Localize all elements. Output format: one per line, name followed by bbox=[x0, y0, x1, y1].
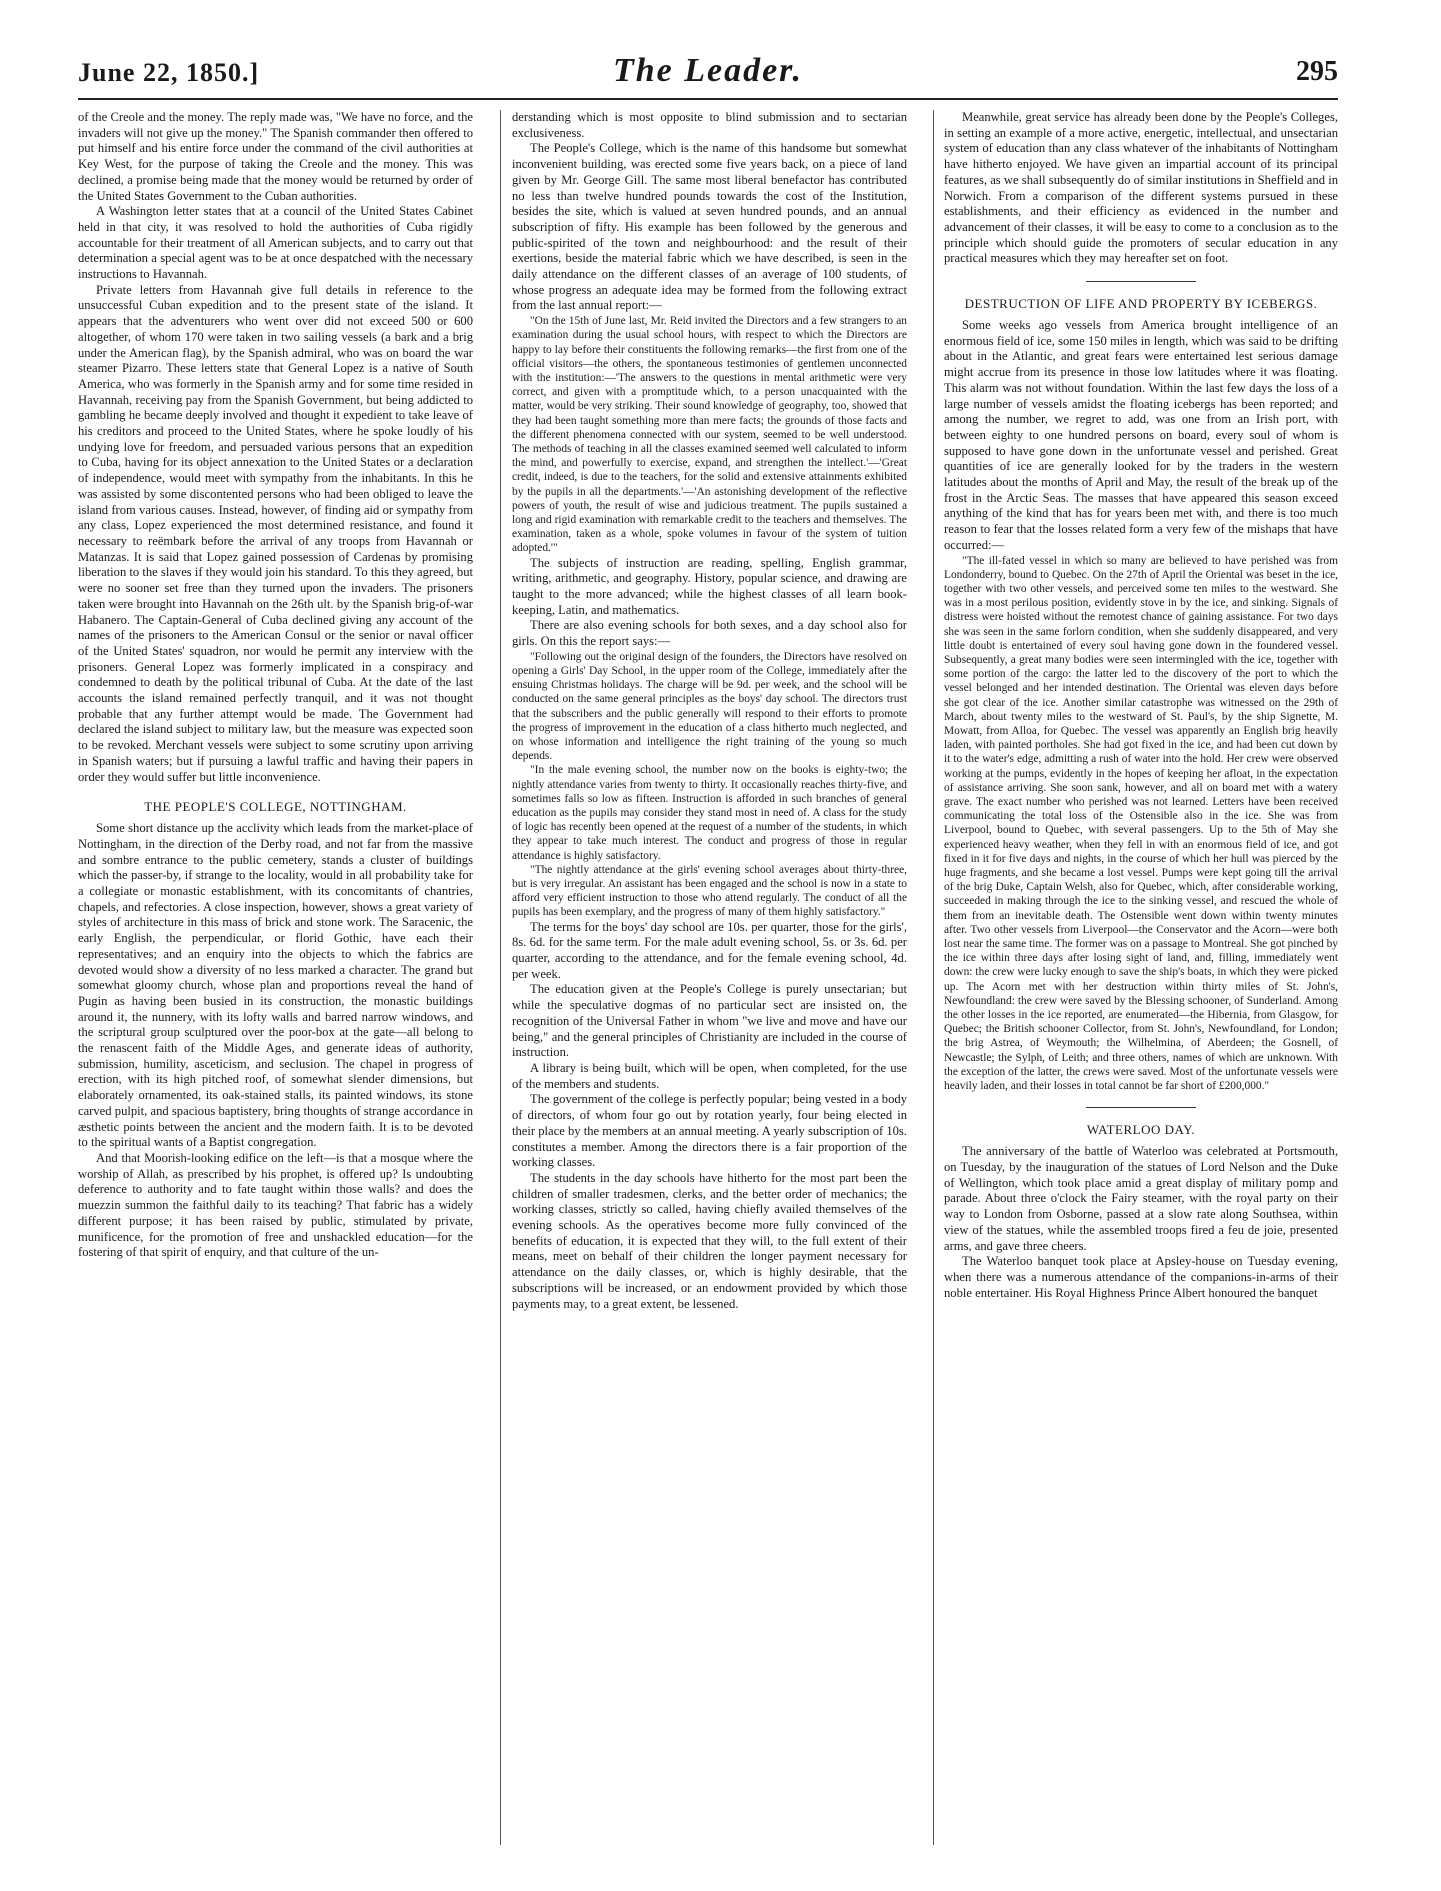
page-number: 295 bbox=[1296, 56, 1338, 87]
article-heading: WATERLOO DAY. bbox=[1086, 1122, 1196, 1138]
paragraph: The education given at the People's College is purely unsectarian; but while the speculative dogmas of no particular sect are insisted on, the recognition of the Universal Father in whom "we live and move and have our being," and the general principles of Christianity are included in the course of instruction. bbox=[512, 982, 907, 1060]
paragraph: Meanwhile, great service has already been done by the People's Colleges, in setting an example of a more active, energetic, intellectual, and unsectarian system of education than any class whatever of the inhabitants of Nottingham have hitherto enjoyed. We have given an impartial account of its principal features, as we shall subsequently do of similar institutions in Sheffield and in Norwich. From a comparison of the different systems pursued in these establishments, and their efficiency as evidenced in the number and advancement of their classes, it will be easy to come to a conclusion as to the principle which should guide the promoters of secular education in any practical measures which they may hereafter set on foot. bbox=[944, 110, 1338, 266]
column-divider bbox=[933, 110, 934, 1845]
section-rule bbox=[1086, 281, 1196, 282]
quoted-paragraph: "In the male evening school, the number now on the books is eighty-two; the nightly attendance varies from twenty to thirty. It occasionally reaches thirty-five, and sometimes falls so low as fifteen. Instruction is afforded in such branches of general education as the pupils may consider they stand most in need of. A class for the study of logic has recently been opened at the request of a number of the students, in which they appear to take much interest. The conduct and progress of those in regular attendance is highly satisfactory. bbox=[512, 764, 907, 862]
paragraph: Some short distance up the acclivity which leads from the market-place of Nottingham, in the direction of the Derby road, and not far from the massive and sombre entrance to the public cemetery, stands a cluster of buildings which the passer-by, if strange to the locality, would in all probability take for a collegiate or monastic establishment, with its concomitants of chantries, chapels, and refectories. A close inspection, however, shows a great variety of styles of architecture in this mass of brick and stone work. The Saracenic, the early English, the perpendicular, or florid Gothic, have each their representatives; and an enquiry into the objects to which the fabrics are devoted would show a diversity of no less marked a character. The grand but somewhat gloomy church, whose plan and proportions reveal the hand of Pugin as having been busied in its construction, the monastic buildings around it, the nunnery, with its lofty walls and barred narrow windows, and the scriptural group sculptured over the poor-box at the gate—all belong to the renascent faith of the Middle Ages, and generate ideas of authority, submission, humility, asceticism, and seclusion. The chapel in progress of erection, with its high pitched roof, of somewhat slender dimensions, but elaborately ornamented, its oak-stained stalls, its painted windows, its stone carved pulpit, and spacious baptistery, bring thoughts of strange accordance in æsthetic points between the ancient and the modern faith. It is to be devoted to the spiritual wants of a Baptist congregation. bbox=[78, 821, 473, 1150]
newspaper-title: The Leader. bbox=[612, 52, 804, 89]
paragraph: And that Moorish-looking edifice on the left—is that a mosque where the worship of Allah, as prescribed by his prophet, is offered up? Is undoubting deference to authority and to fate taught within those walls? and does the muezzin summon the faithful daily to its teaching? That fabric has a widely different purpose; it has been raised by public, stimulated by private, munificence, for the promotion of free and unshackled education—for the fostering of that spirit of enquiry, and that culture of the un- bbox=[78, 1151, 473, 1260]
quoted-paragraph: "On the 15th of June last, Mr. Reid invited the Directors and a few strangers to an examination during the usual school hours, with respect to which the Directors are happy to lay before their constituents the following remarks—the first from one of the official visitors—the others, the spontaneous testimonies of gentlemen unconnected with the institution:—'The answers to the questions in mental arithmetic were very correct, and given with a promptitude which, to a person unacquainted with the matter, would be very striking. Their sound knowledge of geography, too, showed that they had been taught something more than mere facts; the grounds of those facts and the different phenomena connected with our system, seemed to be well understood. The methods of teaching in all the classes examined seemed well calculated to inform the mind, and powerfully to exercise, expand, and strengthen the intellect.'—'Great credit, indeed, is due to the teachers, for the solid and extensive attainments exhibited by the pupils in all the departments.'—'An astonishing development of the reflective powers of youth, the result of wise and judicious treatment. The pupils sustained a long and rigid examination with remarkable credit to the teachers and themselves. The examination, taken as a whole, spoke volumes in favour of the system of tuition adopted.'" bbox=[512, 315, 907, 555]
column-3 bbox=[944, 110, 1338, 1851]
paragraph: Private letters from Havannah give full details in reference to the unsuccessful Cuban expedition and to the present state of the island. It appears that the adventurers who went over did not exceed 500 or 600 altogether, of whom 170 were taken in two sailing vessels (a bark and a brig under the American flag), by the Spanish admiral, who was on board the war steamer Pizarro. These letters state that General Lopez is a native of South America, who was formerly in the Spanish army and for some time resided in Havannah, receiving pay from the Spanish Government, but being addicted to gambling he became deeply involved and thought it expedient to take leave of his creditors and proceed to the United States, where he spoke loudly of his undying love for freedom, and persuaded various persons that an expedition to Cuba, having for its object annexation to the United States or a declaration of independence, would meet with sympathy from the inhabitants. In this he was assisted by some discontented persons who had been obliged to leave the island from various causes. Instead, however, of finding aid or sympathy from any class, Lopez experienced the most determined resistance, and found it necessary to reëmbark before the arrival of any troops from Havannah or Matanzas. It is said that Lopez gained possession of Cardenas by promising liberation to the slaves if they would join his standard. To this they agreed, but were no sooner set free than they turned upon the invaders. The prisoners taken were brought into Havannah on the 26th ult. by the Spanish brig-of-war Habanero. The Captain-General of Cuba declined giving any account of the names of the prisoners to the American Consul or the senior or naval officer of the United States' squadron, nor would he permit any interview with the prisoners. General Lopez was formerly implicated in a conspiracy and condemned to death by the political tribunal of Cuba. At the date of the last accounts the island remained perfectly tranquil, and it was not thought probable that any further attempt would be made. The Government had declared the island subject to military law, but the measure was expected soon to be revoked. Merchant vessels were subject to some scrutiny upon arriving in Spanish waters; but if pursuing a lawful traffic and having their papers in order they would suffer but little inconvenience. bbox=[78, 282, 473, 784]
paragraph: The terms for the boys' day school are 10s. per quarter, those for the girls', 8s. 6d. for the same term. For the male adult evening school, 5s. or 3s. 6d. per quarter, according to the attendance, and for the female evening school, 4d. per week. bbox=[512, 919, 907, 981]
paragraph: Some weeks ago vessels from America brought intelligence of an enormous field of ice, some 150 miles in length, which was said to be drifting about in the Atlantic, and great fears were entertained lest serious damage might accrue from its presence in those low latitudes where it was floating. This alarm was not without foundation. Within the last few days the loss of a large number of vessels amidst the floating icebergs has been reported; and among the number, we regret to add, was one from an Irish port, with between eighty to one hundred persons on board, every soul of whom is supposed to have gone down in the unfortunate vessel and perished. Great quantities of ice are generally looked for by the traders in the western latitudes about the months of April and May, the result of the break up of the frost in the Arctic Seas. The masses that have appeared this season exceed anything of the kind that has for years been met with, and there is too much reason to fear that the losses related form a very few of the mishaps that have occurred:— bbox=[944, 318, 1338, 552]
article-heading: DESTRUCTION OF LIFE AND PROPERTY BY ICEBERGS. bbox=[964, 296, 1318, 312]
paragraph: The students in the day schools have hitherto for the most part been the children of smaller tradesmen, clerks, and the better order of mechanics; the working classes, strictly so called, having chiefly availed themselves of the evening schools. As the operatives become more fully convinced of the benefits of education, it is expected that they will, to the full extent of their means, meet on behalf of their children the longer payment necessary for attendance on the daily classes, or, which is highly desirable, that the subscriptions will be increased, or an endowment provided by which those payments may, to a great extent, be lessened. bbox=[512, 1170, 907, 1311]
paragraph: derstanding which is most opposite to blind submission and to sectarian exclusiveness. bbox=[512, 110, 907, 140]
paragraph: The government of the college is perfectly popular; being vested in a body of directors, of whom four go out by rotation yearly, four being elected in their place by the members at an annual meeting. A yearly subscription of 10s. constitutes a member. Among the directors there is a fair proportion of the working classes. bbox=[512, 1092, 907, 1170]
paragraph: A library is being built, which will be open, when completed, for the use of the members and students. bbox=[512, 1061, 907, 1091]
quoted-paragraph: "The nightly attendance at the girls' evening school averages about thirty-three, but is very irregular. An assistant has been engaged and the school is now in a state to afford very efficient instruction to those who attend regularly. The conduct of all the pupils has been exemplary, and the progress of many of them highly satisfactory." bbox=[512, 863, 907, 919]
column-divider bbox=[500, 110, 501, 1845]
section-rule bbox=[1086, 1107, 1196, 1108]
masthead bbox=[78, 50, 1338, 90]
quoted-paragraph: "Following out the original design of the founders, the Directors have resolved on opening a Girls' Day School, in the upper room of the College, immediately after the ensuing Christmas holidays. The charge will be 9d. per week, and the school will be conducted on the same general principles as the boys' day school. The directors trust that the subscribers and the public generally will respond to their efforts to promote the progress of improvement in the education of a class hitherto much neglected, and on whose information and intelligence the right training of the young so much depends. bbox=[512, 650, 907, 763]
column-1 bbox=[78, 110, 473, 1851]
paragraph: There are also evening schools for both sexes, and a day school also for girls. On this the report says:— bbox=[512, 618, 907, 649]
article-heading: THE PEOPLE'S COLLEGE, NOTTINGHAM. bbox=[144, 799, 407, 815]
quoted-paragraph: "The ill-fated vessel in which so many are believed to have perished was from Londonderry, bound to Quebec. On the 27th of April the Oriental was beset in the ice, together with two other vessels, and perceived some ten miles to the westward. She was in a most perilous position, evidently stove in by the ice, and sinking. Signals of distress were hoisted without the remotest chance of gaining assistance. For two days she was seen in the same forlorn condition, when she suddenly disappeared, and very little doubt is entertained of every soul having gone down in the foundered vessel. Subsequently, a great many bodies were seen intermingled with the ice, together with some portion of the cargo: the latter led to the discovery of the port to which the vessel belonged and her intended destination. The Oriental was eleven days before she got clear of the ice. Another similar catastrophe was witnessed on the 29th of March, about twenty miles to the westward of St. Paul's, by the ship Signette, M. Mowatt, from Alloa, for Quebec. The vessel was apparently an English brig heavily laden, with painted portholes. She had got fixed in the ice, and had been cut down by it to the water's edge, admitting a rush of water into the hold. Her crew were observed working at the pumps, evidently in the hopes of keeping her afloat, in the expectation of assistance arriving. She soon sank, however, and all on board met with a watery grave. The exact number who perished was not learned. Letters have been received communicating the total loss of the Ostensible also in the ice. She was from Liverpool, bound to Quebec, with several passengers. Up to the 5th of May she experienced heavy weather, when they fell in with an enormous field of ice, and got fixed in it for five days and nights, in the course of which her hull was pierced by the huge fragments, and she became a lost vessel. Pumps were kept going till the arrival of the brig Duke, Captain Welsh, also for Quebec, which, after considerable working, succeeded in making through the ice to the sinking vessel, and rescued the whole of them from an inevitable death. The Ostensible went down within twenty minutes after. Two other vessels from Liverpool—the Conservator and the Acorn—were both lost near the same time. The former was on a passage to Montreal. She got pinched by the ice within three days after losing sight of land, and, filling, immediately went down: the crew were lucky enough to save the ship's boats, in which they were picked up. The Acorn met with her destruction within thirty miles of St. John's, Newfoundland: the crew were saved by the Blessing schooner, of Sunderland. Among the other losses in the ice reported, are enumerated—the Hibernia, from Glasgow, for Quebec; the British schooner Collector, from St. John's, Newfoundland, for London; the brig Astrea, of Weymouth; the Wilhelmina, of Aberdeen; the Gosnell, of Newcastle; the Sylph, of Leith; and three others, names of which are unknown. With the exception of the latter, the crews were saved. Most of the unfortunate vessels were heavily laden, and their losses in total cannot be far short of £200,000." bbox=[944, 554, 1338, 1093]
column-2 bbox=[512, 110, 907, 1851]
paragraph: A Washington letter states that at a council of the United States Cabinet held in that city, it was resolved to hold the authorities of Cuba rigidly accountable for their treatment of all American subjects, and to carry out that determination a special agent was to be at once despatched with the necessary instructions to Havannah. bbox=[78, 204, 473, 282]
header-rule bbox=[78, 98, 1338, 100]
paragraph: The anniversary of the battle of Waterloo was celebrated at Portsmouth, on Tuesday, by the inauguration of the statues of Lord Nelson and the Duke of Wellington, which took place amid a great display of military pomp and parade. About three o'clock the Fairy steamer, with the royal party on their way to London from Osborne, passed at a slow rate along Southsea, within view of the statues, while the assembled troops fired a feu de joie, presented arms, and gave three cheers. bbox=[944, 1144, 1338, 1253]
paragraph: The People's College, which is the name of this handsome but somewhat inconvenient building, was erected some five years back, on a piece of land given by Mr. George Gill. The same most liberal benefactor has contributed no less than twelve hundred pounds towards the cost of the Institution, besides the site, which is valued at seven hundred pounds, and an annual subscription of fifty. His example has been followed by the generous and public-spirited of the town and neighbourhood: and the result of their exertions, beside the material fabric which we have described, is seen in the daily attendance on the different classes of an average of 100 students, of whose progress an adequate idea may be formed from the following extract from the last annual report:— bbox=[512, 141, 907, 313]
paragraph: The subjects of instruction are reading, spelling, English grammar, writing, arithmetic, and geography. History, popular science, and drawing are taught to the more advanced; while the highest classes of all learn book-keeping, Latin, and mathematics. bbox=[512, 555, 907, 617]
paragraph: The Waterloo banquet took place at Apsley-house on Tuesday evening, when there was a numerous attendance of the companions-in-arms of their noble entertainer. His Royal Highness Prince Albert honoured the banquet bbox=[944, 1254, 1338, 1300]
paragraph: of the Creole and the money. The reply made was, "We have no force, and the invaders will not give up the money." The Spanish commander then offered to put himself and his entire force under the command of the civil authorities at Key West, for the purpose of taking the Creole and the money. This was declined, a promise being made that the money would be returned by order of the United States Government to the Cuban authorities. bbox=[78, 110, 473, 203]
issue-date: June 22, 1850.] bbox=[78, 58, 260, 87]
